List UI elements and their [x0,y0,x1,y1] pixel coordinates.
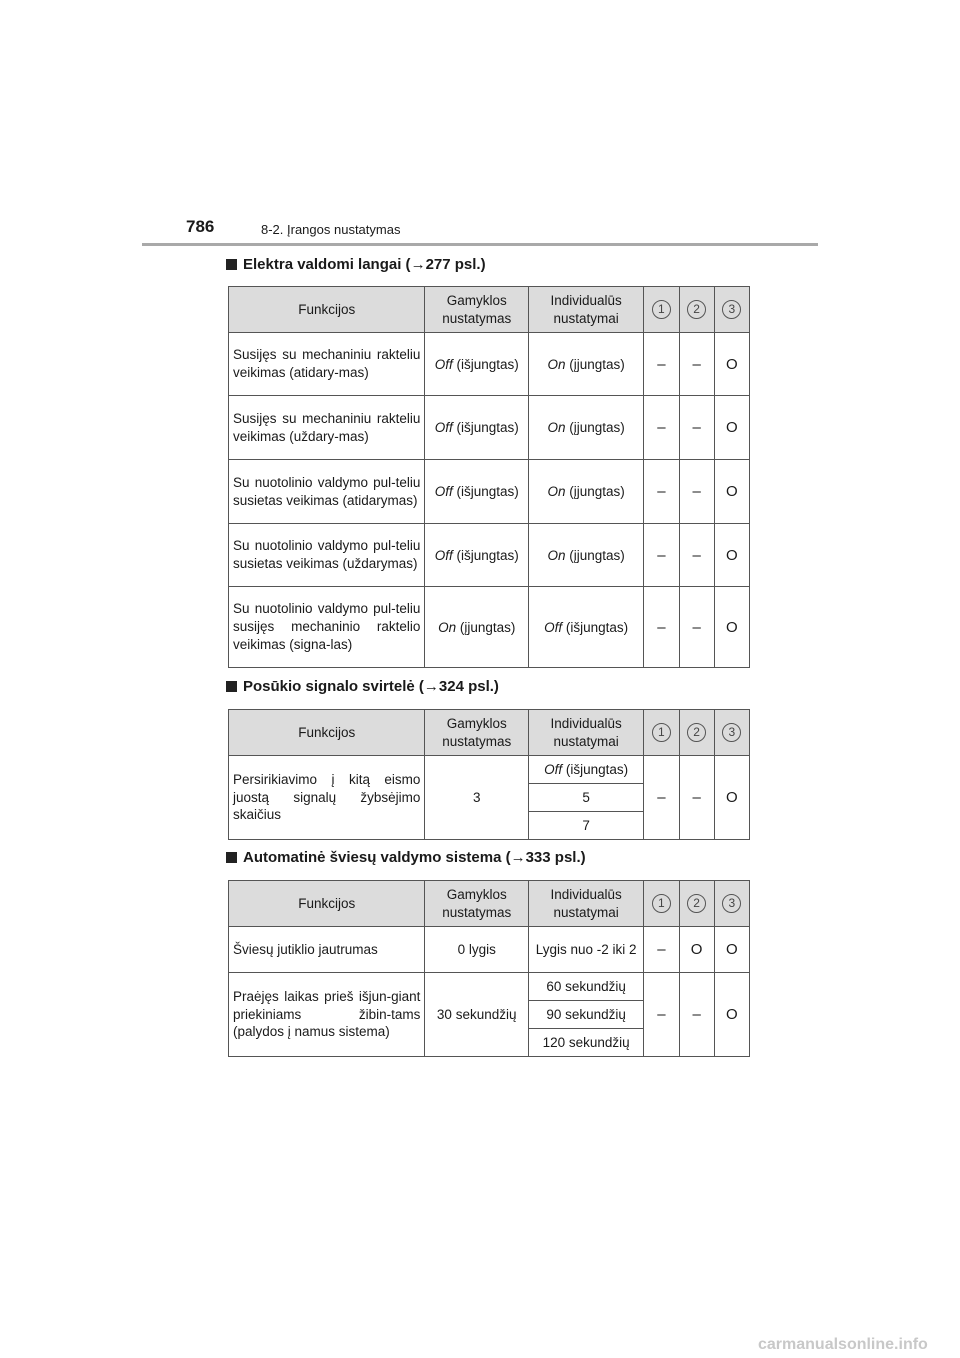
table-row [229,587,750,668]
row-col-3: O [714,973,749,1057]
row-col-2: – [679,396,714,460]
page-number: 786 [186,217,215,236]
bullet-square-icon [226,852,237,863]
row-function: Su nuotolinio valdymo pul-teliu susietas veikimas (uždarymas) [229,524,425,587]
heading-text: Automatinė šviesų valdymo sistema (→333 psl.) [243,849,586,866]
table-row [229,973,750,1001]
row-default: Off (išjungtas) [425,524,529,587]
row-default: Off (išjungtas) [425,460,529,524]
heading-auto-light [226,849,586,866]
header-col-3: 3 [714,881,749,927]
option-60: 60 sekundžių [528,973,643,1001]
row-col-3: O [714,460,749,524]
row-col-1: – [644,756,679,840]
header-col-1: 1 [644,287,679,333]
header-funkcijos: Funkcijos [229,710,425,756]
option-5: 5 [528,784,643,812]
header-gamyklos: Gamyklos nustatymas [425,710,529,756]
row-col-3: O [714,333,749,396]
heading-text: Elektra valdomi langai (→277 psl.) [243,256,486,273]
table-row [229,756,750,784]
header-rule [142,243,818,246]
header-col-2: 2 [679,710,714,756]
option-120: 120 sekundžių [528,1029,643,1057]
bullet-square-icon [226,259,237,270]
row-col-1: – [644,587,679,668]
table-row [229,927,750,973]
row-col-3: O [714,756,749,840]
row-default: On (įjungtas) [425,587,529,668]
row-custom: On (įjungtas) [528,396,643,460]
row-col-2: – [679,333,714,396]
row-default: Off (išjungtas) [425,333,529,396]
row-function: Susijęs su mechaniniu rakteliu veikimas (uždary-mas) [229,396,425,460]
header-funkcijos: Funkcijos [229,881,425,927]
table-row [229,333,750,396]
table-turn-signal [228,709,750,840]
watermark: carmanualsonline.info [758,1336,928,1353]
row-col-2: – [679,756,714,840]
row-function: Praėjęs laikas prieš išjun-giant priekiniams žibin-tams (palydos į namus sistema) [229,973,425,1057]
table-auto-light [228,880,750,1057]
row-col-2: – [679,973,714,1057]
table-row [229,524,750,587]
header-col-2: 2 [679,287,714,333]
table-power-windows [228,286,750,668]
row-custom: On (įjungtas) [528,460,643,524]
row-col-2: – [679,524,714,587]
row-col-3: O [714,396,749,460]
row-function: Susijęs su mechaniniu rakteliu veikimas (atidary-mas) [229,333,425,396]
row-function: Persirikiavimo į kitą eismo juostą signalų žybsėjimo skaičius [229,756,425,840]
row-col-1: – [644,524,679,587]
bullet-square-icon [226,681,237,692]
option-off: Off (išjungtas) [528,756,643,784]
row-col-3: O [714,524,749,587]
row-custom: On (įjungtas) [528,524,643,587]
row-function: Šviesų jutiklio jautrumas [229,927,425,973]
header-gamyklos: Gamyklos nustatymas [425,881,529,927]
header-col-1: 1 [644,710,679,756]
heading-text: Posūkio signalo svirtelė (→324 psl.) [243,678,499,695]
row-custom: On (įjungtas) [528,333,643,396]
row-col-1: – [644,460,679,524]
row-col-1: – [644,396,679,460]
row-default: 30 sekundžių [425,973,529,1057]
row-col-2: – [679,587,714,668]
option-90: 90 sekundžių [528,1001,643,1029]
row-col-1: – [644,333,679,396]
heading-turn-signal [226,678,499,695]
row-col-1: – [644,973,679,1057]
row-function: Su nuotolinio valdymo pul-teliu susietas veikimas (atidarymas) [229,460,425,524]
option-7: 7 [528,812,643,840]
row-custom: Lygis nuo -2 iki 2 [528,927,643,973]
header-individualus: Individualūs nustatymai [528,881,643,927]
row-col-1: – [644,927,679,973]
table-row [229,396,750,460]
row-col-2: O [679,927,714,973]
heading-power-windows [226,256,486,273]
header-individualus: Individualūs nustatymai [528,287,643,333]
row-col-3: O [714,927,749,973]
row-col-3: O [714,587,749,668]
row-function: Su nuotolinio valdymo pul-teliu susijęs mechaninio raktelio veikimas (signa-las) [229,587,425,668]
row-custom: Off (išjungtas) [528,587,643,668]
header-col-3: 3 [714,710,749,756]
table-row [229,460,750,524]
header-funkcijos: Funkcijos [229,287,425,333]
row-col-2: – [679,460,714,524]
row-default: 3 [425,756,529,840]
row-default: Off (išjungtas) [425,396,529,460]
header-individualus: Individualūs nustatymai [528,710,643,756]
header-gamyklos: Gamyklos nustatymas [425,287,529,333]
header-col-1: 1 [644,881,679,927]
header-col-3: 3 [714,287,749,333]
row-default: 0 lygis [425,927,529,973]
header-col-2: 2 [679,881,714,927]
section-header: 8-2. Įrangos nustatymas [261,222,401,237]
